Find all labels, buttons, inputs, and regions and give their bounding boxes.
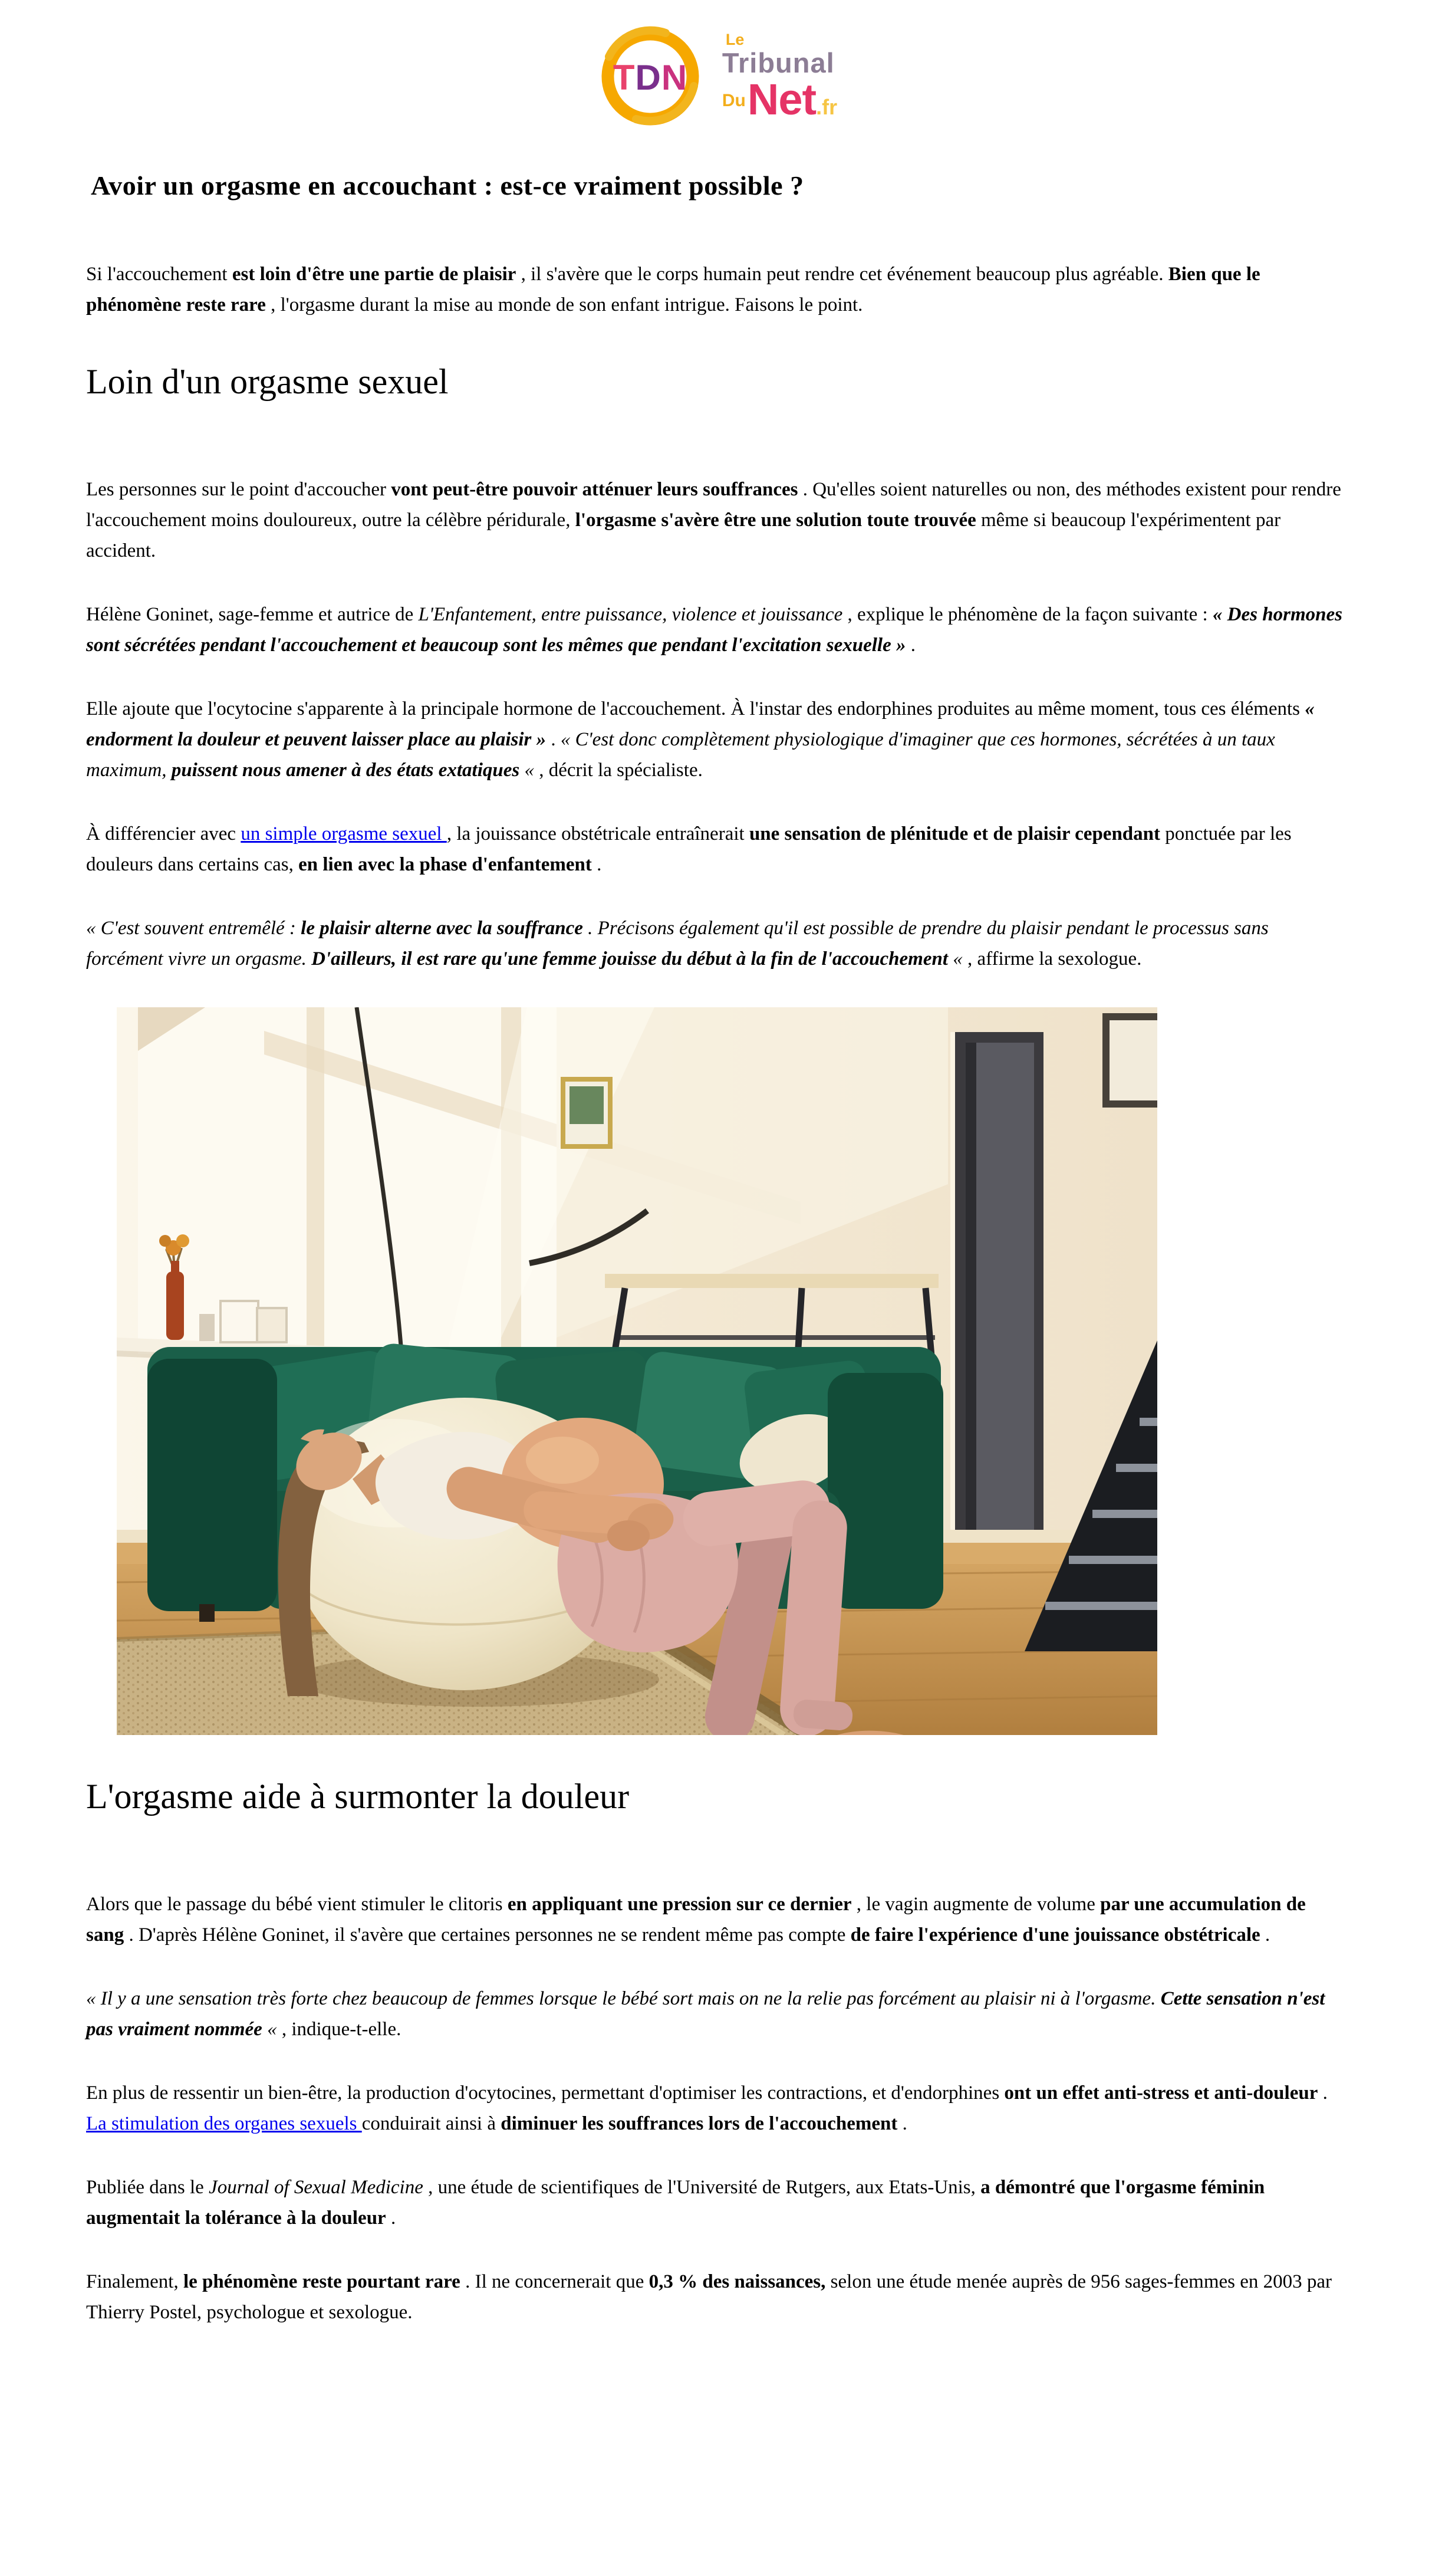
- small-frame-2: [257, 1308, 287, 1342]
- article-body: [0, 170, 1432, 2328]
- logo-fr: .fr: [816, 95, 838, 119]
- section-heading-2: L'orgasme aide à surmonter la douleur: [86, 1777, 630, 1816]
- doorway: [947, 1032, 1051, 1547]
- paragraph-2: Les personnes sur le point d'accoucher vont peut-être pouvoir atténuer leurs souffrances . Qu'elles soient naturelles ou non, des méthodes existent pour rendre l'accouchement moins douloureux, outre la célèbre péridurale, l'orgasme s'avère être une solution toute trouvée même si beaucoup l'expérimentent par accident.: [86, 479, 1341, 561]
- article-photo: [117, 1007, 1157, 1735]
- tdn-logo-icon: [595, 21, 706, 132]
- logo-wordmark: [722, 31, 838, 124]
- paragraph-5: À différencier avec un simple orgasme sexuel , la jouissance obstétricale entraînerait une sensation de plénitude et de plaisir cependant ponctuée par les douleurs dans certains cas, en lien avec la phase d'enfantement .: [86, 823, 1292, 875]
- article-title: Avoir un orgasme en accouchant : est-ce vraiment possible ?: [91, 170, 804, 201]
- framed-picture: [561, 1077, 613, 1149]
- link-simple-orgasme-sexuel[interactable]: un simple orgasme sexuel: [241, 823, 447, 845]
- amber-bottle: [166, 1261, 184, 1340]
- logo-net: Net: [747, 75, 817, 124]
- small-frame-1: [220, 1301, 258, 1342]
- section-heading-1: Loin d'un orgasme sexuel: [86, 362, 449, 401]
- paragraph-9: En plus de ressentir un bien-être, la production d'ocytocines, permettant d'optimiser les contractions, et d'endorphines ont un effet anti-stress et anti-douleur . La stimulation des organes sexuels conduirait ainsi à diminuer les souffrances lors de l'accouchement .: [86, 2082, 1328, 2134]
- logo-du: Du: [722, 91, 746, 110]
- paragraph-intro: Si l'accouchement est loin d'être une partie de plaisir , il s'avère que le corps humain peut rendre cet événement beaucoup plus agréable. Bien que le phénomène reste rare , l'orgasme durant la mise au monde de son enfant intrigue. Faisons le point.: [86, 264, 1260, 316]
- logo-tribunal: Tribunal: [722, 47, 835, 78]
- pregnant-woman-on-ball-illustration: [117, 1007, 1157, 1735]
- paragraph-6: « C'est souvent entremêlé : le plaisir alterne avec la souffrance . Précisons également qu'il est possible de prendre du plaisir pendant le processus sans forcément vivre un orgasme. D'ailleurs, il est rare qu'une femme jouisse du début à la fin de l'accouchement « , affirme la sexologue.: [86, 918, 1269, 970]
- paragraph-11: Finalement, le phénomène reste pourtant rare . Il ne concernerait que 0,3 % des naissances, selon une étude menée auprès de 956 sages-femmes en 2003 par Thierry Postel, psychologue et sexologue.: [86, 2271, 1332, 2323]
- sofa-right-arm: [828, 1373, 943, 1609]
- paragraph-4: Elle ajoute que l'ocytocine s'apparente à la principale hormone de l'accouchement. À l'instar des endorphines produites au même moment, tous ces éléments « endorment la douleur et peuvent laisser place au plaisir » . « C'est donc complètement physiologique d'imaginer que ces hormones, sécrétées à un taux maximum, puissent nous amener à des états extatiques « , décrit la spécialiste.: [86, 698, 1315, 781]
- paragraph-8: « Il y a une sensation très forte chez beaucoup de femmes lorsque le bébé sort mais on ne la relie pas forcément au plaisir ni à l'orgasme. Cette sensation n'est pas vraiment nommée « , indique-t-elle.: [86, 1988, 1325, 2040]
- figurine: [199, 1314, 215, 1341]
- sofa-left-arm: [147, 1359, 277, 1611]
- paragraph-10: Publiée dans le Journal of Sexual Medicine , une étude de scientifiques de l'Université de Rutgers, aux Etats-Unis, a démontré que l'orgasme féminin augmentait la tolérance à la douleur .: [86, 2177, 1265, 2229]
- pant-cuff: [792, 1699, 853, 1731]
- svg-text:TDN: TDN: [613, 58, 688, 97]
- link-stimulation-organes-sexuels[interactable]: La stimulation des organes sexuels: [86, 2113, 362, 2134]
- logo-le: Le: [725, 31, 745, 48]
- paragraph-3: Hélène Goninet, sage-femme et autrice de L'Enfantement, entre puissance, violence et jouissance , explique le phénomène de la façon suivante : « Des hormones sont sécrétées pendant l'accouchement et beaucoup sont les mêmes que pendant l'excitation sexuelle » .: [86, 604, 1342, 656]
- corner-picture-frame: [1106, 1017, 1157, 1104]
- paragraph-7: Alors que le passage du bébé vient stimuler le clitoris en appliquant une pression sur ce dernier , le vagin augmente de volume par une accumulation de sang . D'après Hélène Goninet, il s'avère que certaines personnes ne se rendent même pas compte de faire l'expérience d'une jouissance obstétricale .: [86, 1894, 1306, 1946]
- site-logo[interactable]: [0, 0, 1432, 133]
- hand-2: [607, 1520, 650, 1551]
